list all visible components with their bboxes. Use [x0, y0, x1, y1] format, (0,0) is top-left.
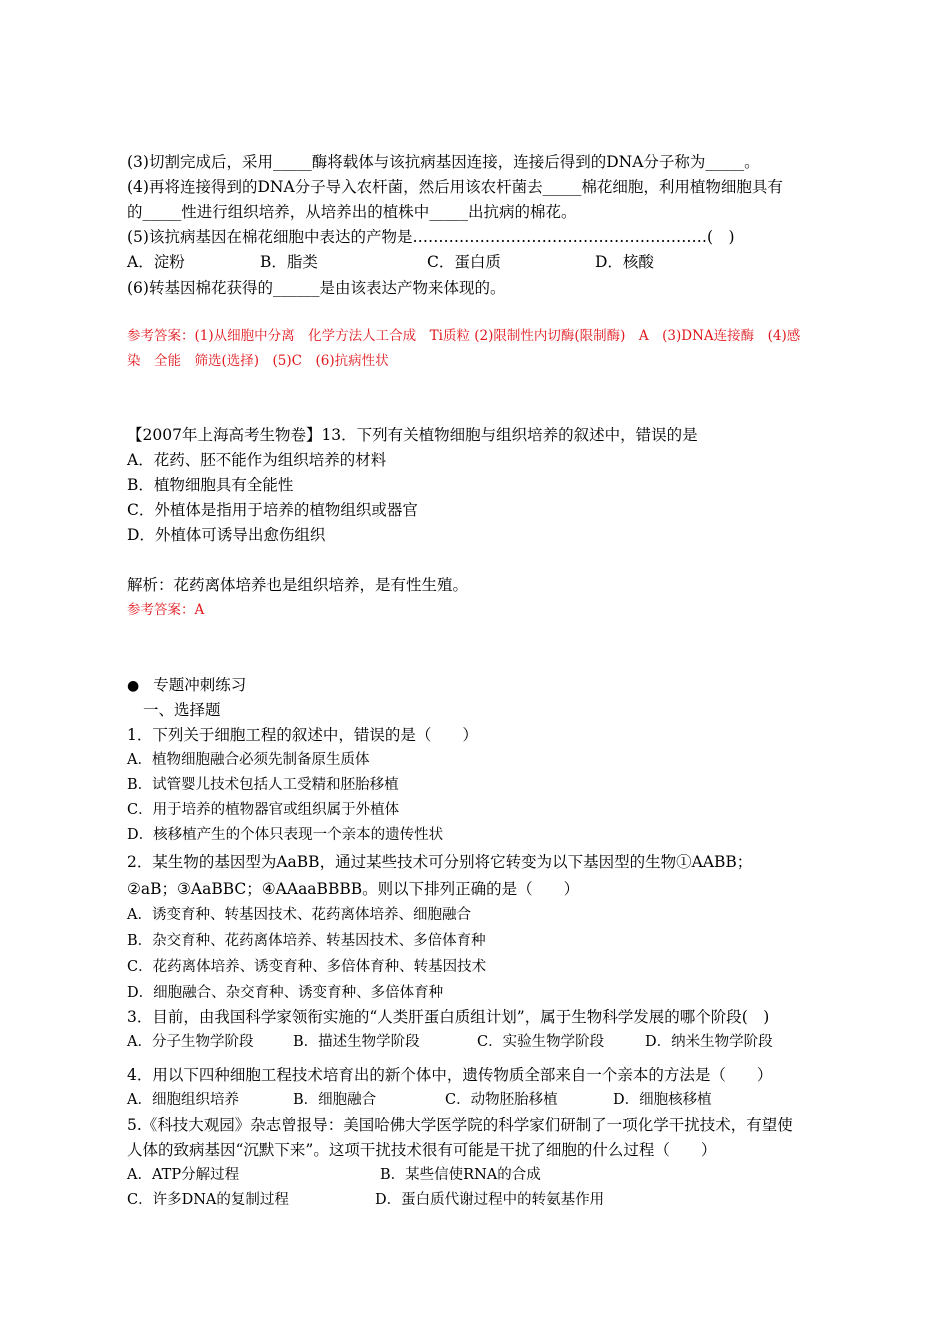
q6-prefix: (6)转基因棉花获得的: [127, 279, 273, 297]
q1-option-a: A．植物细胞融合必须先制备原生质体: [127, 752, 370, 768]
shanghai-stem: 【2007年上海高考生物卷】13．下列有关植物细胞与组织培养的叙述中，错误的是: [127, 426, 698, 444]
q3-option-a: A．分子生物学阶段: [127, 1034, 254, 1050]
shanghai-option-d: D．外植体可诱导出愈伤组织: [127, 526, 326, 544]
prev-q3: (3)切割完成后，采用_____酶将载体与该抗病基因连接，连接后得到的DNA分子称为_____。: [127, 153, 760, 171]
q1-option-c: C．用于培养的植物器官或组织属于外植体: [127, 802, 400, 818]
shanghai-option-a: A．花药、胚不能作为组织培养的材料: [127, 451, 387, 469]
q2-stem-line2: ②aB；③AaBBC；④AAaaBBBB。则以下排列正确的是（ ）: [127, 880, 580, 898]
q3-stem: 3．目前，由我国科学家领衔实施的“人类肝蛋白质组计划”，属于生物科学发展的哪个阶段( ): [127, 1008, 770, 1026]
option-a: A．淀粉: [127, 253, 185, 271]
prev-answer-line1: 参考答案：(1)从细胞中分离 化学方法人工合成 Ti质粒 (2)限制性内切酶(限制酶) A (3)DNA连接酶 (4)感: [127, 328, 801, 344]
q6-blank: ______: [272, 279, 320, 297]
q4-option-c: C．动物胚胎移植: [445, 1092, 558, 1108]
prev-q4-line2: 的_____性进行组织培养，从培养出的植株中_____出抗病的棉花。: [127, 203, 577, 221]
q5-option-b: B．某些信使RNA的合成: [380, 1167, 541, 1183]
q2-option-a: A．诱变育种、转基因技术、花药离体培养、细胞融合: [127, 907, 471, 923]
q3-option-c: C．实验生物学阶段: [477, 1034, 605, 1050]
prev-q5: (5)该抗病基因在棉花细胞中表达的产物是…………………………………………………( ): [127, 228, 735, 246]
q1-option-d: D．核移植产生的个体只表现一个亲本的遗传性状: [127, 827, 444, 843]
q4-stem: 4．用以下四种细胞工程技术培育出的新个体中，遗传物质全部来自一个亲本的方法是（ ）: [127, 1066, 773, 1084]
q3-option-d: D．纳米生物学阶段: [645, 1034, 773, 1050]
q4-option-d: D．细胞核移植: [613, 1092, 712, 1108]
option-b: B．脂类: [260, 253, 318, 271]
bullet-icon: ●: [127, 678, 140, 694]
q6-suffix: 是由该表达产物来体现的。: [319, 279, 506, 297]
option-c: C．蛋白质: [427, 253, 501, 271]
q2-stem-line1: 2．某生物的基因型为AaBB，通过某些技术可分别将它转变为以下基因型的生物①AABB；: [127, 853, 753, 871]
q4-option-b: B．细胞融合: [293, 1092, 377, 1108]
q2-option-d: D．细胞融合、杂交育种、诱变育种、多倍体育种: [127, 985, 444, 1001]
prev-answer-line2: 染 全能 筛选(选择) (5)C (6)抗病性状: [127, 353, 389, 369]
shanghai-answer: 参考答案：A: [127, 602, 205, 618]
q2-option-b: B．杂交育种、花药离体培养、转基因技术、多倍体育种: [127, 933, 486, 949]
shanghai-option-c: C．外植体是指用于培养的植物组织或器官: [127, 501, 418, 519]
prev-q6: [127, 278, 505, 298]
q1-stem: 1．下列关于细胞工程的叙述中，错误的是（ ）: [127, 726, 478, 744]
section-heading: 一、选择题: [143, 701, 221, 719]
q5-stem-line1: 5.《科技大观园》杂志曾报导：美国哈佛大学医学院的科学家们研制了一项化学干扰技术，有望使: [127, 1116, 793, 1134]
q2-option-c: C．花药离体培养、诱变育种、多倍体育种、转基因技术: [127, 959, 487, 975]
q5-stem-line2: 人体的致病基因“沉默下来”。这项干扰技术很有可能是干扰了细胞的什么过程（ ）: [127, 1141, 717, 1159]
q5-option-c: C．许多DNA的复制过程: [127, 1192, 289, 1208]
option-d: D．核酸: [595, 253, 654, 271]
q5-option-a: A．ATP分解过程: [127, 1167, 240, 1183]
q3-option-b: B．描述生物学阶段: [293, 1034, 420, 1050]
shanghai-analysis: 解析：花药离体培养也是组织培养，是有性生殖。: [127, 576, 469, 594]
shanghai-option-b: B．植物细胞具有全能性: [127, 476, 294, 494]
prev-q4-line1: (4)再将连接得到的DNA分子导入农杆菌，然后用该农杆菌去_____棉花细胞，利用植物细胞具有: [127, 178, 783, 196]
practice-title: 专题冲刺练习: [153, 676, 247, 694]
q1-option-b: B．试管婴儿技术包括人工受精和胚胎移植: [127, 777, 399, 793]
practice-heading: [127, 675, 246, 696]
q4-option-a: A．细胞组织培养: [127, 1092, 239, 1108]
q5-option-d: D．蛋白质代谢过程中的转氨基作用: [375, 1192, 605, 1208]
